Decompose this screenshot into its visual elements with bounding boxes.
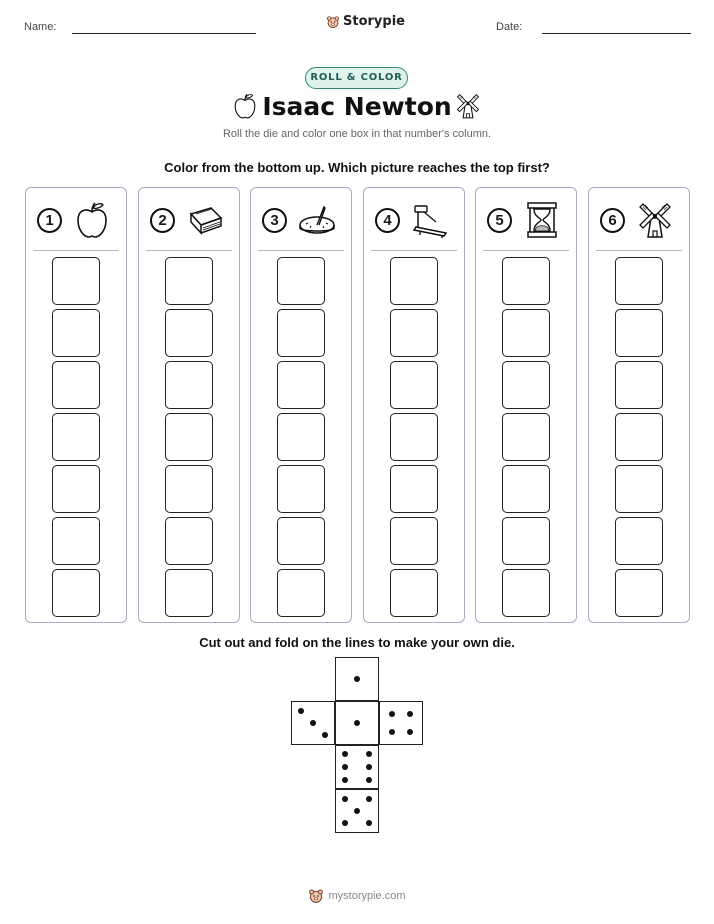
color-box[interactable] (502, 361, 550, 409)
die-pip (342, 777, 348, 783)
column-2 (138, 187, 240, 623)
die-pip (389, 711, 395, 717)
die-face-5 (335, 789, 379, 833)
windmill-icon (454, 92, 482, 120)
die-face-1 (335, 657, 379, 701)
apple-icon (72, 200, 112, 240)
column-divider (33, 250, 119, 251)
color-box[interactable] (390, 309, 438, 357)
mascot-icon (326, 15, 340, 29)
die-pip (407, 711, 413, 717)
activity-badge: ROLL & COLOR (305, 67, 408, 89)
page-title: Isaac Newton (262, 92, 452, 121)
column-number: 4 (375, 208, 400, 233)
color-box[interactable] (502, 257, 550, 305)
die-pip (366, 796, 372, 802)
color-box[interactable] (52, 517, 100, 565)
date-label: Date: (496, 21, 523, 33)
column-divider (596, 250, 682, 251)
sundial-icon (297, 200, 337, 240)
color-box[interactable] (277, 413, 325, 461)
color-box[interactable] (52, 413, 100, 461)
column-header (139, 188, 239, 250)
date-field[interactable] (542, 33, 691, 34)
color-box[interactable] (277, 309, 325, 357)
die-face-4 (379, 701, 423, 745)
die-instructions: Cut out and fold on the lines to make your own die. (199, 635, 515, 650)
color-box[interactable] (615, 257, 663, 305)
color-box[interactable] (277, 257, 325, 305)
die-pip (354, 676, 360, 682)
die-pip (342, 751, 348, 757)
die-pip (342, 796, 348, 802)
die-pip (389, 729, 395, 735)
column-divider (371, 250, 457, 251)
column-3 (250, 187, 352, 623)
color-box[interactable] (52, 465, 100, 513)
color-box[interactable] (615, 309, 663, 357)
brand-name: Storypie (343, 14, 405, 29)
color-box[interactable] (277, 465, 325, 513)
color-box[interactable] (390, 465, 438, 513)
color-box[interactable] (52, 257, 100, 305)
color-box[interactable] (277, 517, 325, 565)
color-box[interactable] (390, 361, 438, 409)
die-pip (298, 708, 304, 714)
color-box[interactable] (52, 309, 100, 357)
column-number: 2 (150, 208, 175, 233)
color-box[interactable] (502, 413, 550, 461)
column-1 (25, 187, 127, 623)
column-header (251, 188, 351, 250)
footer (0, 888, 714, 904)
color-box[interactable] (390, 413, 438, 461)
die-pip (366, 751, 372, 757)
color-box[interactable] (277, 361, 325, 409)
die-face-3 (291, 701, 335, 745)
die-face-1 (335, 701, 379, 745)
die-pip (366, 777, 372, 783)
footer-url: mystorypie.com (328, 890, 406, 902)
color-box[interactable] (165, 361, 213, 409)
color-box[interactable] (615, 361, 663, 409)
color-box[interactable] (615, 569, 663, 617)
column-number: 5 (487, 208, 512, 233)
color-box[interactable] (52, 361, 100, 409)
brand-logo (326, 14, 405, 29)
column-header (364, 188, 464, 250)
column-number: 3 (262, 208, 287, 233)
color-box[interactable] (615, 413, 663, 461)
column-number: 1 (37, 208, 62, 233)
color-box[interactable] (52, 569, 100, 617)
column-header (589, 188, 689, 250)
die-pip (342, 820, 348, 826)
color-box[interactable] (165, 465, 213, 513)
column-6 (588, 187, 690, 623)
color-box[interactable] (390, 257, 438, 305)
color-box[interactable] (390, 569, 438, 617)
windmill-icon (635, 200, 675, 240)
color-box[interactable] (502, 465, 550, 513)
hourglass-icon (522, 200, 562, 240)
mascot-icon (308, 888, 324, 904)
color-instructions: Color from the bottom up. Which picture reaches the top first? (164, 160, 550, 175)
color-box[interactable] (165, 517, 213, 565)
column-divider (483, 250, 569, 251)
color-box[interactable] (502, 569, 550, 617)
die-pip (322, 732, 328, 738)
color-box[interactable] (165, 413, 213, 461)
color-box[interactable] (165, 257, 213, 305)
column-divider (146, 250, 232, 251)
color-box[interactable] (165, 309, 213, 357)
die-face-6 (335, 745, 379, 789)
color-box[interactable] (502, 309, 550, 357)
die-pip (354, 808, 360, 814)
color-box[interactable] (502, 517, 550, 565)
column-header (476, 188, 576, 250)
page-subtitle: Roll the die and color one box in that number's column. (222, 128, 492, 140)
die-pip (310, 720, 316, 726)
color-box[interactable] (615, 465, 663, 513)
color-box[interactable] (277, 569, 325, 617)
die-pip (342, 764, 348, 770)
die-pip (366, 764, 372, 770)
die-pip (354, 720, 360, 726)
color-box[interactable] (165, 569, 213, 617)
book-icon (185, 200, 225, 240)
column-divider (258, 250, 344, 251)
name-label: Name: (24, 21, 57, 33)
color-box[interactable] (390, 517, 438, 565)
column-4 (363, 187, 465, 623)
die-pip (407, 729, 413, 735)
name-field[interactable] (72, 33, 256, 34)
treadmill-icon (410, 200, 450, 240)
column-5 (475, 187, 577, 623)
die-pip (366, 820, 372, 826)
column-header (26, 188, 126, 250)
color-box[interactable] (615, 517, 663, 565)
column-number: 6 (600, 208, 625, 233)
